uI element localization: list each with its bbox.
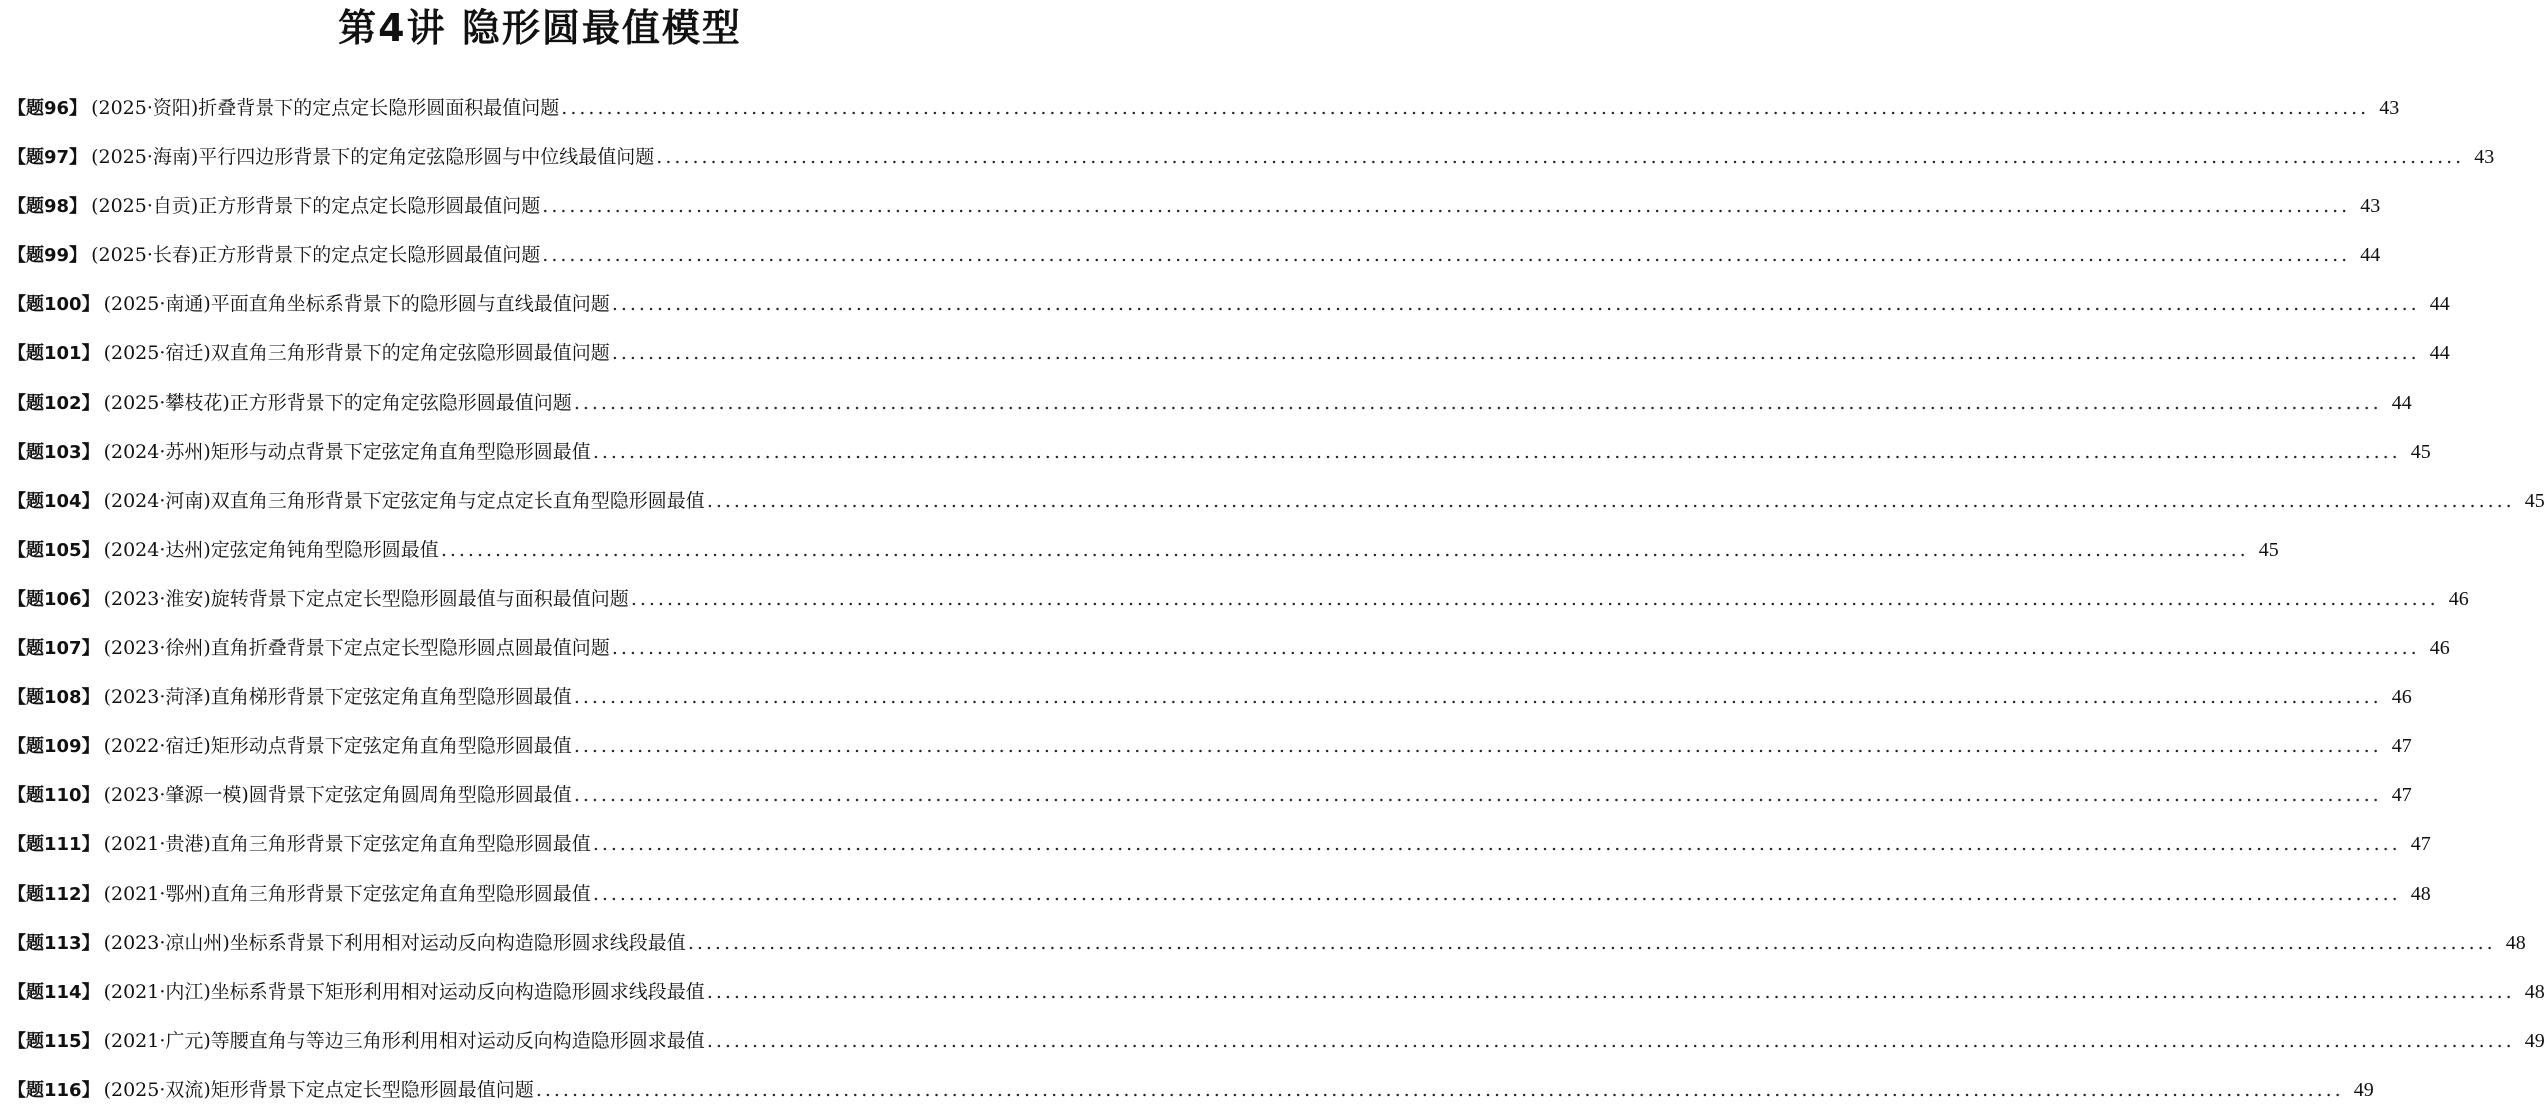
page-number: 43 bbox=[2379, 97, 2400, 119]
question-title: (2023·菏泽)直角梯形背景下定弦定角直角型隐形圆最值 bbox=[103, 686, 572, 709]
question-number: 【题97】 bbox=[8, 147, 88, 169]
dot-leader bbox=[574, 379, 2382, 428]
page-number: 45 bbox=[2258, 538, 2279, 561]
page-number: 44 bbox=[2360, 244, 2381, 267]
page-number: 48 bbox=[2505, 931, 2526, 954]
toc-entry[interactable] bbox=[8, 84, 2400, 133]
dot-leader bbox=[542, 182, 2350, 231]
question-number: 【题115】 bbox=[8, 1030, 100, 1052]
question-title: (2023·淮安)旋转背景下定点定长型隐形圆最值与面积最值问题 bbox=[103, 587, 629, 610]
toc-entry[interactable] bbox=[8, 919, 2526, 968]
question-title: (2024·苏州)矩形与动点背景下定弦定角直角型隐形圆最值 bbox=[103, 440, 591, 463]
toc-entry[interactable] bbox=[8, 231, 2381, 280]
page-number: 46 bbox=[2391, 686, 2412, 709]
question-number: 【题108】 bbox=[8, 687, 100, 709]
question-number: 【题112】 bbox=[8, 883, 100, 905]
question-number: 【题96】 bbox=[8, 98, 88, 119]
question-title: (2025·宿迁)双直角三角形背景下的定角定弦隐形圆最值问题 bbox=[103, 342, 610, 365]
question-number: 【题109】 bbox=[8, 736, 100, 758]
question-title: (2024·河南)双直角三角形背景下定弦定角与定点定长直角型隐形圆最值 bbox=[103, 489, 705, 512]
dot-leader bbox=[612, 624, 2420, 673]
question-number: 【题98】 bbox=[8, 196, 88, 218]
dot-leader bbox=[593, 820, 2401, 869]
page-number: 47 bbox=[2391, 735, 2412, 758]
question-title: (2021·广元)等腰直角与等边三角形利用相对运动反向构造隐形圆求最值 bbox=[103, 1029, 705, 1052]
page-number: 44 bbox=[2429, 293, 2450, 316]
page-number: 46 bbox=[2448, 587, 2469, 610]
question-number: 【题102】 bbox=[8, 392, 100, 414]
page-number: 45 bbox=[2410, 440, 2431, 463]
question-title: (2025·南通)平面直角坐标系背景下的隐形圆与直线最值问题 bbox=[103, 293, 610, 316]
page-number: 49 bbox=[2524, 1029, 2545, 1052]
dot-leader bbox=[574, 673, 2382, 722]
page-number: 44 bbox=[2391, 391, 2412, 414]
toc-entry[interactable] bbox=[8, 428, 2431, 477]
question-number: 【题100】 bbox=[8, 294, 100, 316]
page-number: 47 bbox=[2391, 784, 2412, 807]
dot-leader bbox=[688, 919, 2496, 968]
page-number: 43 bbox=[2360, 195, 2381, 218]
question-title: (2025·攀枝花)正方形背景下的定角定弦隐形圆最值问题 bbox=[103, 391, 572, 414]
question-number: 【题116】 bbox=[8, 1079, 100, 1101]
toc-entry[interactable] bbox=[8, 329, 2450, 378]
dot-leader bbox=[707, 477, 2515, 526]
dot-leader bbox=[574, 722, 2382, 771]
question-title: (2023·肇源一模)圆背景下定弦定角圆周角型隐形圆最值 bbox=[103, 784, 572, 807]
dot-leader bbox=[574, 771, 2382, 820]
dot-leader bbox=[561, 84, 2369, 133]
question-title: (2025·长春)正方形背景下的定点定长隐形圆最值问题 bbox=[91, 244, 541, 267]
question-number: 【题106】 bbox=[8, 588, 100, 610]
toc-entry[interactable] bbox=[8, 820, 2431, 869]
dot-leader bbox=[707, 968, 2515, 1017]
dot-leader bbox=[593, 428, 2401, 477]
toc-entry[interactable] bbox=[8, 1066, 2374, 1115]
toc-entry[interactable] bbox=[8, 624, 2450, 673]
question-number: 【题110】 bbox=[8, 785, 100, 807]
question-number: 【题101】 bbox=[8, 343, 100, 365]
page-number: 48 bbox=[2410, 882, 2431, 905]
question-number: 【题104】 bbox=[8, 490, 100, 512]
page-number: 48 bbox=[2524, 980, 2545, 1003]
question-title: (2025·海南)平行四边形背景下的定角定弦隐形圆与中位线最值问题 bbox=[91, 146, 655, 169]
toc-entry[interactable] bbox=[8, 575, 2469, 624]
dot-leader bbox=[612, 329, 2420, 378]
toc-entry[interactable] bbox=[8, 1017, 2545, 1066]
toc-entry[interactable] bbox=[8, 722, 2412, 771]
dot-leader bbox=[536, 1066, 2344, 1115]
question-title: (2024·达州)定弦定角钝角型隐形圆最值 bbox=[103, 538, 439, 561]
toc-entry[interactable] bbox=[8, 280, 2450, 329]
page-number: 46 bbox=[2429, 637, 2450, 660]
question-number: 【题105】 bbox=[8, 539, 100, 561]
dot-leader bbox=[542, 231, 2350, 280]
toc-entry[interactable] bbox=[8, 673, 2412, 722]
toc-entry[interactable] bbox=[8, 477, 2545, 526]
table-of-contents bbox=[8, 84, 2545, 1115]
dot-leader bbox=[612, 280, 2420, 329]
question-number: 【题113】 bbox=[8, 932, 100, 954]
toc-entry[interactable] bbox=[8, 133, 2495, 182]
question-number: 【题111】 bbox=[8, 834, 100, 856]
toc-entry[interactable] bbox=[8, 379, 2412, 428]
page-number: 43 bbox=[2474, 146, 2495, 169]
question-title: (2021·贵港)直角三角形背景下定弦定角直角型隐形圆最值 bbox=[103, 833, 591, 856]
dot-leader bbox=[593, 870, 2401, 919]
page-number: 49 bbox=[2353, 1078, 2374, 1101]
question-title: (2021·内江)坐标系背景下矩形利用相对运动反向构造隐形圆求线段最值 bbox=[103, 980, 705, 1003]
question-title: (2025·自贡)正方形背景下的定点定长隐形圆最值问题 bbox=[91, 195, 541, 218]
question-title: (2022·宿迁)矩形动点背景下定弦定角直角型隐形圆最值 bbox=[103, 735, 572, 758]
question-title: (2023·凉山州)坐标系背景下利用相对运动反向构造隐形圆求线段最值 bbox=[103, 931, 686, 954]
page-number: 47 bbox=[2410, 833, 2431, 856]
page-title: 第4讲 隐形圆最值模型 bbox=[338, 6, 742, 50]
page-number: 45 bbox=[2524, 489, 2545, 512]
question-number: 【题99】 bbox=[8, 245, 88, 267]
question-number: 【题107】 bbox=[8, 638, 100, 660]
dot-leader bbox=[441, 526, 2249, 575]
question-title: (2025·双流)矩形背景下定点定长型隐形圆最值问题 bbox=[103, 1078, 534, 1101]
toc-entry[interactable] bbox=[8, 526, 2279, 575]
question-title: (2025·资阳)折叠背景下的定点定长隐形圆面积最值问题 bbox=[91, 97, 560, 119]
dot-leader bbox=[707, 1017, 2515, 1066]
toc-entry[interactable] bbox=[8, 771, 2412, 820]
toc-entry[interactable] bbox=[8, 870, 2431, 919]
question-number: 【题114】 bbox=[8, 981, 100, 1003]
toc-entry[interactable] bbox=[8, 182, 2381, 231]
dot-leader bbox=[656, 133, 2464, 182]
page-number: 44 bbox=[2429, 342, 2450, 365]
question-number: 【题103】 bbox=[8, 441, 100, 463]
toc-entry[interactable] bbox=[8, 968, 2545, 1017]
dot-leader bbox=[631, 575, 2439, 624]
question-title: (2021·鄂州)直角三角形背景下定弦定角直角型隐形圆最值 bbox=[103, 882, 591, 905]
question-title: (2023·徐州)直角折叠背景下定点定长型隐形圆点圆最值问题 bbox=[103, 637, 610, 660]
